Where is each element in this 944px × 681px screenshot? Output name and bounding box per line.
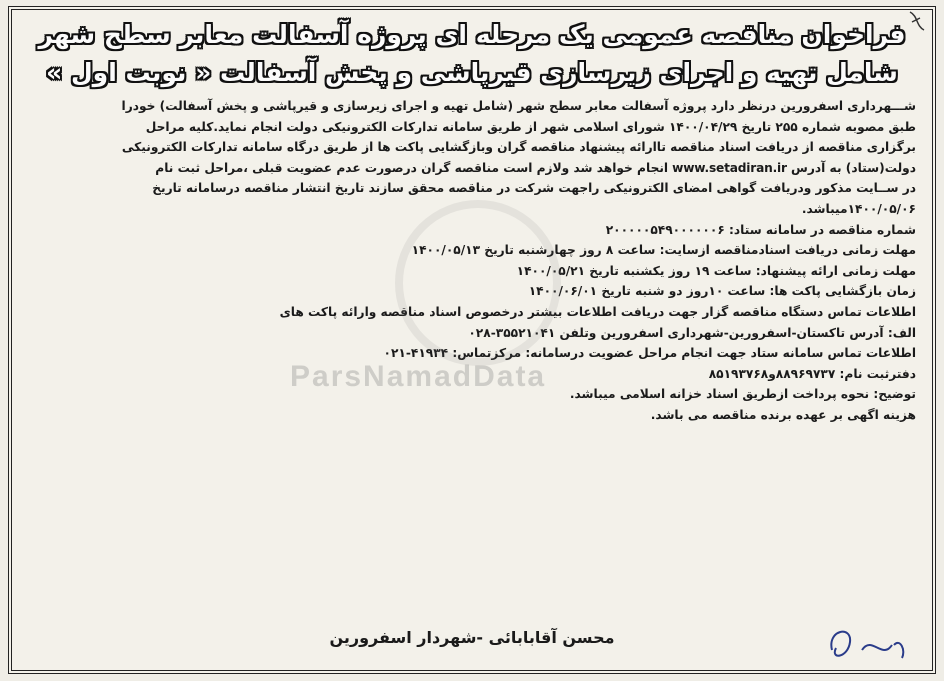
body-line: طبق مصوبه شماره ۲۵۵ تاریخ ۱۴۰۰/۰۴/۲۹ شورای اسلامی شهر از طریق سامانه تدارکات الکترونیکی دولت انجام نماید.کلیه مراحل [145,119,916,134]
notice-title [18,16,926,92]
body-line: دولت(ستاد) به آدرس www.setadiran.ir انجام خواهد شد ولازم است مناقصه گران درصورت عدم عضویت قبلی ،مراحل ثبت نام [155,160,916,175]
detail-registration-office: دفترثبت نام: ۸۸۹۶۹۷۳۷و۸۵۱۹۳۷۶۸ [708,366,916,381]
title-line-2: شامل تهیه و اجرای زیرسازی قیرپاشی و پخش آسفالت « نوبت اول » [46,58,898,87]
watermark-text: ParsNamadData [290,360,547,393]
notice-body [32,96,916,426]
detail-address: الف: آدرس تاکستان-اسفرورین-شهرداری اسفرورین وتلفن ۳۵۵۲۱۰۴۱-۰۲۸ [468,325,916,340]
detail-opening-time: زمان بازگشایی پاکت ها: ساعت ۱۰روز دو شنبه تاریخ ۱۴۰۰/۰۶/۰۱ [528,284,916,299]
detail-setad-contact: اطلاعات تماس سامانه ستاد جهت انجام مراحل عضویت درسامانه: مرکزتماس: ۴۱۹۳۴-۰۲۱ [383,346,916,361]
body-line: شـــهرداری اسفرورین درنظر دارد پروژه آسفالت معابر سطح شهر (شامل تهیه و اجرای زیرسازی و قیرپاشی و پخش آسفالت) خودرا [121,99,916,113]
signature: محسن آقابابائی -شهردار اسفرورین [329,628,615,647]
body-line: برگزاری مناقصه از دریافت اسناد مناقصه تاارائه پیشنهاد مناقصه گران وبازگشایی پاکت ها از طریق درگاه سامانه تدارکات الکترونیکی [121,140,916,155]
detail-payment-note: توضیح: نحوه پرداخت ازطریق اسناد خزانه اسلامی میباشد. [569,387,916,402]
detail-tender-number: شماره مناقصه در سامانه ستاد: ۲۰۰۰۰۰۵۴۹۰۰۰۰۰۰۶ [605,222,916,237]
detail-document-deadline: مهلت زمانی دریافت اسنادمناقصه ازسایت: ساعت ۸ روز چهارشنبه تاریخ ۱۴۰۰/۰۵/۱۳ [411,243,916,258]
detail-submission-deadline: مهلت زمانی ارائه پیشنهاد: ساعت ۱۹ روز یکشنبه تاریخ ۱۴۰۰/۰۵/۲۱ [516,263,916,278]
detail-contact-heading: اطلاعات تماس دستگاه مناقصه گزار جهت دریافت اطلاعات بیشتر درخصوص اسناد مناقصه وارائه پاکت های [279,304,916,319]
detail-ad-cost: هزینه اگهی بر عهده برنده مناقصه می باشد. [650,407,916,422]
notice-content [18,14,926,666]
notice-frame [8,6,936,674]
title-line-1: فراخوان مناقصه عمومی یک مرحله ای پروژه آسفالت معابر سطح شهر [38,20,906,49]
body-line: ۱۴۰۰/۰۵/۰۶میباشد. [801,201,916,216]
body-line: در ســایت مذکور ودریافت گواهی امضای الکترونیکی راجهت شرکت در مناقصه محقق سازند تاریخ انتشار مناقصه درسامانه تاریخ [152,181,916,196]
